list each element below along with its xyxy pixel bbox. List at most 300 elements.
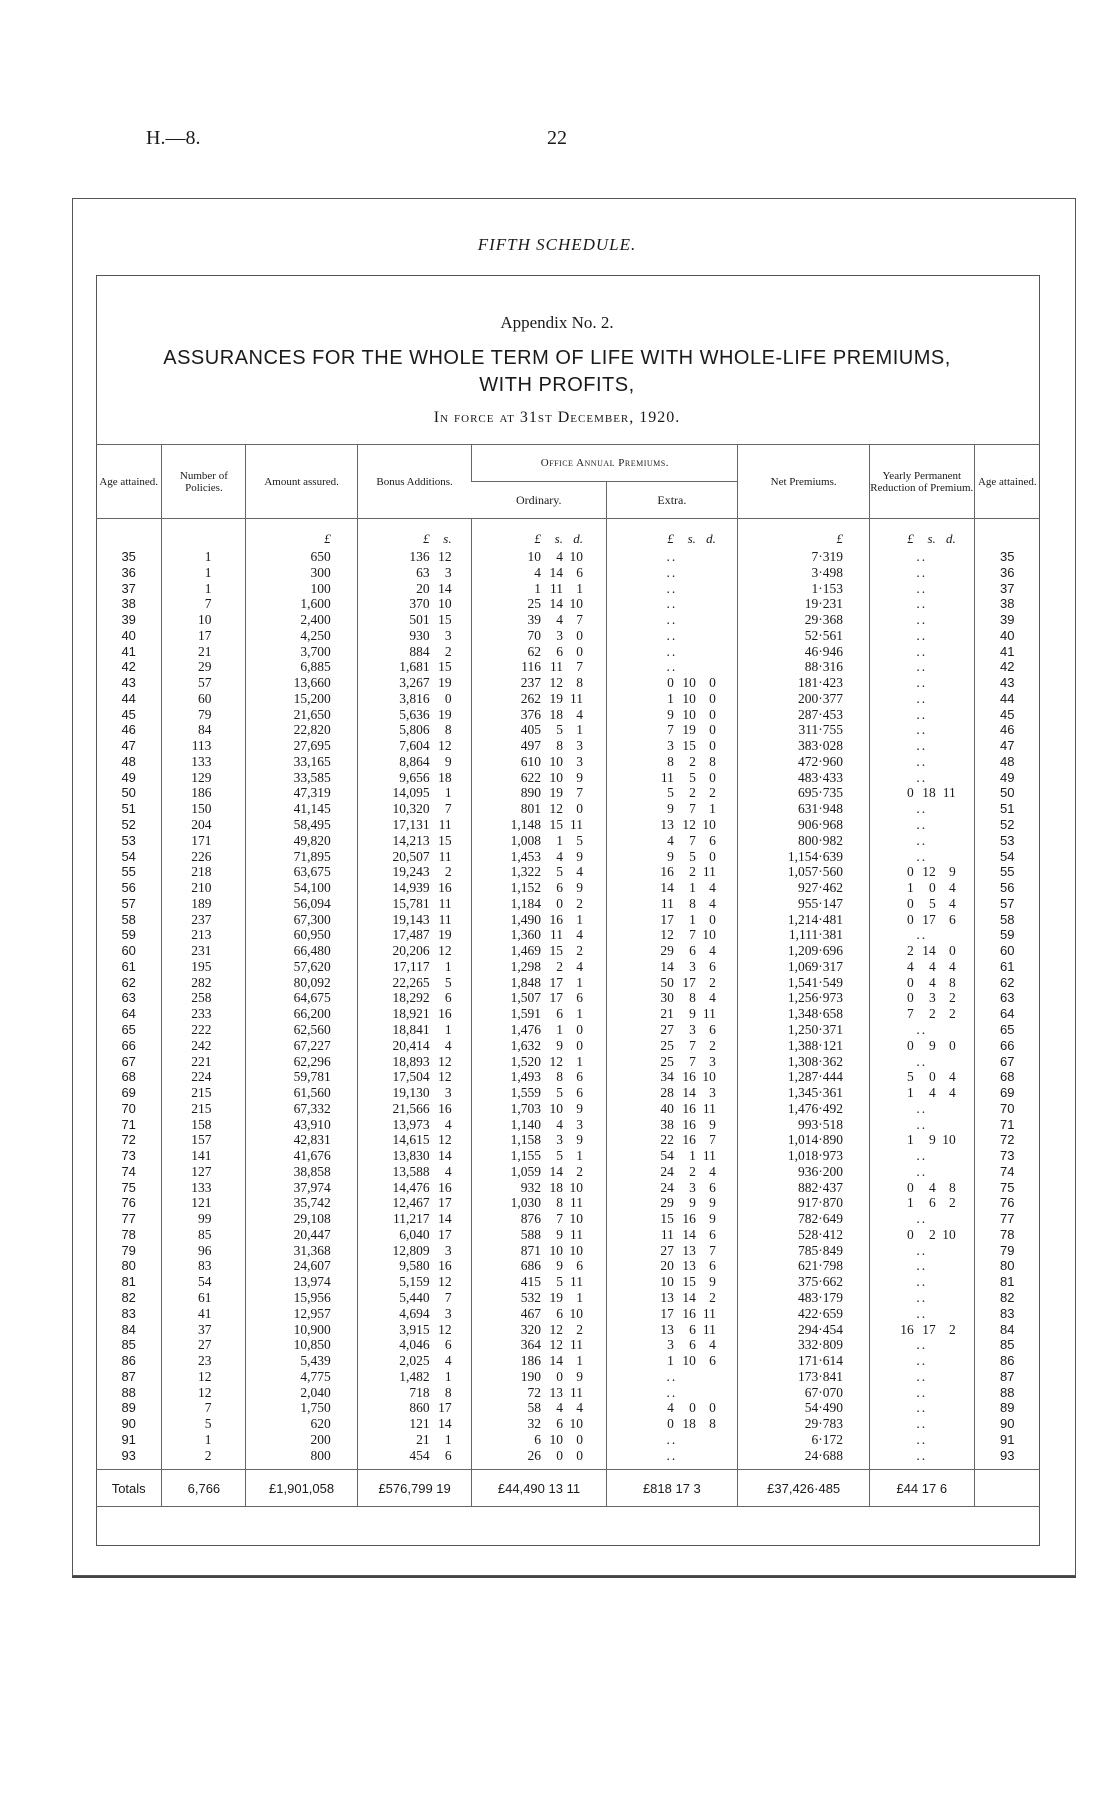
totals-assured: £1,901,058 [246,1470,357,1507]
reduction-cell [870,1132,975,1148]
ordinary-cell [472,1400,606,1416]
bonus-pounds: 3,816 [399,690,430,706]
net-cell: 29·368 [738,612,870,628]
assured-cell: 42,831 [246,1132,357,1148]
ordinary-shillings: 17 [549,974,563,990]
ordinary-shillings: 4 [556,612,563,628]
extra-pence: 9 [709,1211,716,1227]
ordinary-pence: 10 [569,549,583,564]
extra-cell [606,990,738,1006]
ordinary-cell [472,1054,606,1070]
ordinary-cell [472,849,606,865]
bonus-shillings: 3 [444,627,452,643]
policies-cell: 222 [162,1022,246,1038]
ordinary-shillings: 5 [556,722,563,738]
reduction-blank: .. [916,1100,928,1116]
extra-pounds: 13 [660,817,674,833]
policies-cell: 54 [162,1274,246,1290]
ordinary-pence: 9 [576,848,583,864]
extra-pounds: 12 [660,927,674,943]
ordinary-cell [472,1211,606,1227]
policies-cell: 99 [162,1211,246,1227]
ordinary-shillings: 14 [549,564,563,580]
totals-reduction: £44 17 6 [870,1470,975,1507]
table-row [96,1180,1040,1196]
reduction-pounds: 0 [907,990,914,1006]
ordinary-pounds: 1,559 [510,1085,541,1101]
policies-cell: 242 [162,1038,246,1054]
bonus-shillings: 18 [438,769,452,785]
ordinary-pence: 3 [576,738,583,754]
policies-cell: 41 [162,1306,246,1322]
extra-pounds: 10 [660,1274,674,1290]
extra-cell [606,770,738,786]
extra-pence: 4 [709,880,716,896]
ordinary-pounds: 1,140 [510,1116,541,1132]
ordinary-pounds: 1,493 [510,1069,541,1085]
ordinary-pence: 2 [576,895,583,911]
assured-cell: 29,108 [246,1211,357,1227]
reduction-blank: .. [916,1242,928,1258]
ordinary-cell [472,612,606,628]
reduction-cell [870,1227,975,1243]
bonus-shillings: 6 [444,1337,452,1353]
reduction-cell [870,1416,975,1432]
age-right-cell: 88 [974,1385,1040,1401]
extra-pounds: 9 [667,848,674,864]
extra-pounds: 30 [660,990,674,1006]
policies-cell: 113 [162,738,246,754]
bonus-cell [357,644,472,660]
table-row [96,596,1040,612]
ordinary-cell [472,1432,606,1448]
extra-pounds: 28 [660,1085,674,1101]
extra-shillings: 16 [682,1305,696,1321]
page-number: 22 [547,127,567,149]
ordinary-pence: 0 [576,1037,583,1053]
bonus-pounds: 14,615 [392,1132,430,1148]
ordinary-shillings: 14 [549,1353,563,1369]
extra-pounds: 50 [660,974,674,990]
reduction-blank: .. [916,596,928,612]
extra-shillings: 6 [689,1337,696,1353]
net-cell: 287·453 [738,707,870,723]
reduction-blank: .. [916,659,928,675]
age-right-cell: 45 [974,707,1040,723]
extra-shillings: 9 [689,1195,696,1211]
reduction-pence: 2 [949,990,956,1006]
ordinary-shillings: 6 [556,880,563,896]
ordinary-shillings: 12 [549,1321,563,1337]
reduction-cell [870,1164,975,1180]
net-cell: 1,069·317 [738,959,870,975]
age-cell: 46 [121,722,136,738]
reduction-cell [870,880,975,896]
ordinary-pence: 4 [576,1400,583,1416]
ordinary-shillings: 16 [549,911,563,927]
unit-extra-pounds: £ [667,531,674,546]
bonus-cell [357,1022,472,1038]
reduction-cell [870,581,975,597]
extra-shillings: 1 [689,1148,696,1164]
bonus-cell [357,754,472,770]
bonus-cell [357,975,472,991]
ordinary-pounds: 364 [520,1337,541,1353]
bonus-shillings: 1 [444,1368,452,1384]
assured-cell: 620 [246,1416,357,1432]
age-right-cell: 73 [974,1148,1040,1164]
policies-cell: 1 [162,1432,246,1448]
age-right-cell: 51 [974,801,1040,817]
ordinary-pence: 0 [576,1447,583,1463]
bonus-pounds: 17,504 [392,1069,430,1085]
net-cell: 1,018·973 [738,1148,870,1164]
extra-shillings: 2 [689,785,696,801]
ordinary-pounds: 62 [527,643,541,659]
reduction-blank: .. [916,1211,928,1227]
ordinary-pounds: 70 [527,627,541,643]
bonus-cell [357,817,472,833]
unit-ordinary-shillings: s. [554,531,563,546]
bonus-shillings: 16 [438,1100,452,1116]
bonus-shillings: 19 [438,927,452,943]
extra-pounds: 34 [660,1069,674,1085]
bonus-cell [357,1054,472,1070]
reduction-cell [870,612,975,628]
extra-shillings: 16 [682,1211,696,1227]
table-row [96,1274,1040,1290]
assured-cell: 2,400 [246,612,357,628]
extra-pounds: 14 [660,958,674,974]
ordinary-shillings: 19 [549,690,563,706]
reduction-pounds: 0 [907,785,914,801]
assured-cell: 58,495 [246,817,357,833]
extra-pence: 3 [709,1085,716,1101]
extra-cell [606,880,738,896]
bonus-pounds: 5,159 [399,1274,430,1290]
bonus-pounds: 8,864 [399,753,430,769]
extra-shillings: 10 [682,706,696,722]
policies-cell: 1 [162,581,246,597]
unit-ordinary-pence: d. [573,531,583,546]
bonus-shillings: 7 [444,801,452,817]
age-cell: 78 [121,1226,136,1242]
bonus-cell [357,896,472,912]
extra-shillings: 15 [682,738,696,754]
extra-pence: 3 [709,1053,716,1069]
extra-pence: 9 [709,1116,716,1132]
bonus-shillings: 11 [438,848,452,864]
bonus-cell [357,1117,472,1133]
extra-pence: 0 [709,848,716,864]
ordinary-shillings: 10 [549,1242,563,1258]
bonus-cell [357,565,472,581]
extra-pence: 0 [709,911,716,927]
age-right-cell: 76 [974,1195,1040,1211]
bonus-pounds: 14,476 [392,1179,430,1195]
age-cell: 38 [121,596,136,612]
main-title-line-1: ASSURANCES FOR THE WHOLE TERM OF LIFE WITH WHOLE-LIFE PREMIUMS, [163,347,951,369]
extra-pence: 6 [709,832,716,848]
ordinary-pounds: 686 [520,1258,541,1274]
bonus-pounds: 11,217 [392,1211,430,1227]
reduction-cell [870,1211,975,1227]
bonus-shillings: 16 [438,880,452,896]
age-right-cell: 75 [974,1180,1040,1196]
ordinary-shillings: 15 [549,943,563,959]
reduction-pence: 0 [949,1037,956,1053]
ordinary-pence: 10 [569,1305,583,1321]
reduction-pence: 4 [949,880,956,896]
ordinary-cell [472,880,606,896]
extra-blank: .. [666,564,678,580]
bonus-cell [357,943,472,959]
unit-bonus-pounds: £ [423,531,430,546]
bonus-shillings: 15 [438,612,452,628]
assured-cell: 100 [246,581,357,597]
age-cell: 45 [121,706,136,722]
assured-cell: 35,742 [246,1195,357,1211]
extra-shillings: 7 [689,1037,696,1053]
reduction-cell [870,1038,975,1054]
table-row [96,628,1040,644]
ordinary-pence: 10 [569,596,583,612]
age-right-cell: 52 [974,817,1040,833]
table-row [96,896,1040,912]
ordinary-cell [472,1290,606,1306]
reduction-pounds: 0 [907,1037,914,1053]
age-right-cell: 46 [974,722,1040,738]
bonus-pounds: 20,206 [392,943,430,959]
extra-cell [606,1448,738,1464]
reduction-cell [870,722,975,738]
policies-cell: 96 [162,1243,246,1259]
reduction-blank: .. [916,1053,928,1069]
ordinary-shillings: 1 [556,832,563,848]
extra-cell [606,1132,738,1148]
age-cell: 43 [121,675,136,691]
table-row [96,833,1040,849]
age-cell: 49 [121,769,136,785]
reduction-cell [870,912,975,928]
policies-cell: 282 [162,975,246,991]
reduction-cell [870,833,975,849]
bonus-shillings: 12 [438,1069,452,1085]
ordinary-pounds: 32 [527,1416,541,1432]
extra-pounds: 11 [660,895,674,911]
ordinary-cell [472,1006,606,1022]
assured-cell: 1,750 [246,1400,357,1416]
ordinary-shillings: 6 [556,1305,563,1321]
net-cell: 800·982 [738,833,870,849]
bonus-shillings: 16 [438,1258,452,1274]
age-right-cell: 39 [974,612,1040,628]
reduction-cell [870,691,975,707]
net-cell: 695·735 [738,785,870,801]
ordinary-cell [472,927,606,943]
extra-blank: .. [666,1368,678,1384]
table-row [96,644,1040,660]
extra-cell [606,1416,738,1432]
bonus-pounds: 12,809 [392,1242,430,1258]
bonus-cell [357,1416,472,1432]
bonus-cell [357,1069,472,1085]
extra-pounds: 17 [660,911,674,927]
extra-pounds: 4 [667,1400,674,1416]
extra-pounds: 4 [667,832,674,848]
reduction-pounds: 4 [907,958,914,974]
reduction-cell [870,644,975,660]
ordinary-pounds: 237 [520,675,541,691]
bonus-pounds: 22,265 [392,974,430,990]
age-right-cell: 74 [974,1164,1040,1180]
ordinary-shillings: 12 [549,675,563,691]
extra-cell [606,1038,738,1054]
bonus-shillings: 3 [444,564,452,580]
ordinary-pence: 1 [576,1053,583,1069]
extra-cell [606,943,738,959]
extra-cell [606,1006,738,1022]
net-cell: 294·454 [738,1322,870,1338]
bonus-pounds: 17,487 [392,927,430,943]
reduction-cell [870,1290,975,1306]
assured-cell: 3,700 [246,644,357,660]
extra-cell [606,1337,738,1353]
assured-cell: 59,781 [246,1069,357,1085]
table-row [96,1054,1040,1070]
assured-cell: 33,585 [246,770,357,786]
bonus-cell [357,833,472,849]
reduction-blank: .. [916,690,928,706]
reduction-cell [870,1195,975,1211]
extra-cell [606,1243,738,1259]
ordinary-pounds: 1,148 [510,817,541,833]
extra-pounds: 0 [667,675,674,691]
ordinary-shillings: 15 [549,817,563,833]
net-cell: 927·462 [738,880,870,896]
bonus-cell [357,1006,472,1022]
extra-cell [606,927,738,943]
extra-pounds: 17 [660,1305,674,1321]
reduction-shillings: 6 [929,1195,936,1211]
ordinary-pence: 6 [576,1085,583,1101]
ordinary-shillings: 3 [556,1132,563,1148]
age-right-cell: 69 [974,1085,1040,1101]
reduction-cell [870,896,975,912]
reduction-cell [870,959,975,975]
ordinary-pounds: 10 [527,549,541,564]
extra-pence: 2 [709,974,716,990]
net-cell: 993·518 [738,1117,870,1133]
age-right-cell: 48 [974,754,1040,770]
extra-pounds: 0 [667,1416,674,1432]
bonus-cell [357,581,472,597]
reduction-pence: 8 [949,974,956,990]
bonus-pounds: 5,636 [399,706,430,722]
extra-shillings: 8 [689,990,696,1006]
reduction-cell [870,1432,975,1448]
unit-bonus-shillings: s. [443,531,452,546]
policies-cell: 57 [162,675,246,691]
bonus-shillings: 11 [438,817,452,833]
reduction-blank: .. [916,1116,928,1132]
reduction-blank: .. [916,1431,928,1447]
ordinary-pence: 0 [576,1431,583,1447]
assured-cell: 67,300 [246,912,357,928]
reduction-pence: 8 [949,1179,956,1195]
table-row [96,581,1040,597]
age-right-cell: 82 [974,1290,1040,1306]
extra-cell [606,959,738,975]
ordinary-pounds: 467 [520,1305,541,1321]
policies-cell: 213 [162,927,246,943]
bonus-pounds: 13,588 [392,1163,430,1179]
table-row [96,659,1040,675]
extra-cell [606,912,738,928]
ordinary-pence: 6 [576,564,583,580]
age-cell: 62 [121,974,136,990]
age-cell: 56 [121,880,136,896]
bonus-pounds: 20 [416,580,430,596]
extra-blank: .. [666,1431,678,1447]
bonus-shillings: 4 [444,1116,452,1132]
bonus-cell [357,659,472,675]
table-row [96,770,1040,786]
table-row [96,1448,1040,1464]
ordinary-pence: 1 [576,580,583,596]
reduction-shillings: 4 [929,974,936,990]
ordinary-pounds: 72 [527,1384,541,1400]
ordinary-shillings: 6 [556,1006,563,1022]
age-cell: 60 [121,943,136,959]
bonus-pounds: 19,143 [392,911,430,927]
ordinary-shillings: 17 [549,990,563,1006]
reduction-blank: .. [916,1163,928,1179]
extra-cell [606,785,738,801]
net-cell: 88·316 [738,659,870,675]
reduction-blank: .. [916,753,928,769]
reduction-cell [870,1069,975,1085]
table-row [96,817,1040,833]
ordinary-pounds: 25 [527,596,541,612]
table-row [96,1148,1040,1164]
bonus-pounds: 884 [409,643,430,659]
reduction-shillings: 2 [929,1006,936,1022]
age-cell: 55 [121,864,136,880]
reduction-blank: .. [916,643,928,659]
ordinary-pounds: 1,591 [510,1006,541,1022]
bonus-pounds: 5,806 [399,722,430,738]
net-cell: 6·172 [738,1432,870,1448]
table-row [96,943,1040,959]
ordinary-cell [472,785,606,801]
age-right-cell: 72 [974,1132,1040,1148]
extra-pence: 0 [709,722,716,738]
net-cell: 46·946 [738,644,870,660]
net-cell: 1,057·560 [738,864,870,880]
col-age-right: Age attained. [974,445,1040,519]
age-right-cell: 37 [974,581,1040,597]
age-cell: 87 [121,1368,136,1384]
ordinary-cell [472,1227,606,1243]
table-row [96,707,1040,723]
bonus-cell [357,912,472,928]
reduction-shillings: 14 [922,943,936,959]
reduction-cell [870,1006,975,1022]
bonus-cell [357,596,472,612]
reduction-cell [870,707,975,723]
reduction-cell [870,864,975,880]
